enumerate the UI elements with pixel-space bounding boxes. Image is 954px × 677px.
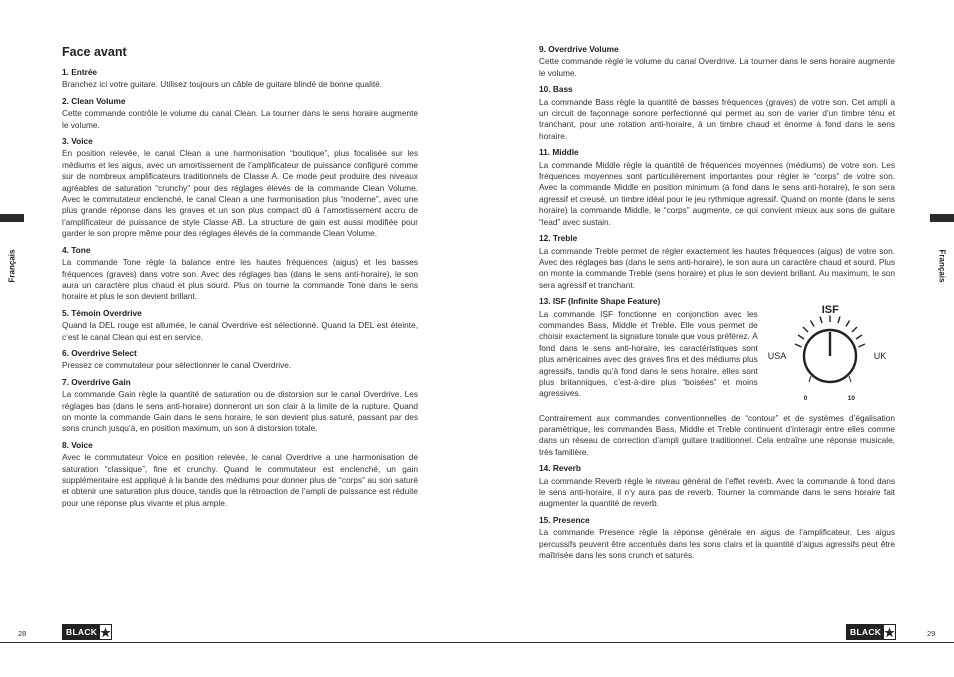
left-sections [62, 67, 418, 509]
brand-logo [62, 624, 112, 640]
section-body: Avec le commutateur Voice en position relevée, le canal Overdrive a une harmonisation de saturation “classique”, fine et crunchy. Quand le commutateur est enclenché, un gain supplémentaire est appliqué à la bande des médiums pour donner plus de “corps” au son saturé et obtenir une saturation plus douce, tandis que la rétroaction de l’ampli de puissance est réduite pour une réponse plus vivante et plus ample. [62, 452, 418, 508]
isf-label-uk: UK [873, 350, 887, 361]
section-body: La commande Middle règle la quantité de fréquences moyennes (médiums) de votre son. Les fréquences moyennes sont particulièrement importantes pour régler le “corps” de votre son. Avec la commande Middle en position minimum (à fond dans le sens anti-horaire), le son sera agressif et creusé, un timbre idéal pour le jeu rythmique agressif. Quand on monte (dans le sens horaire) la commande Middle, le “corps” augmente, ce qui convient mieux aux sons de guitare “lead” avec sustain. [539, 159, 895, 227]
star-icon [884, 625, 895, 639]
section-heading: 9. Overdrive Volume [539, 44, 619, 54]
section-heading: 6. Overdrive Select [62, 347, 137, 358]
logo-word: BLACK [63, 625, 100, 639]
section-body: Quand la DEL rouge est allumée, le canal Overdrive est sélectionné. Quand la DEL est éteinte, c’est le canal Clean qui est en service. [62, 320, 418, 342]
section-body: La commande ISF fonctionne en conjonction avec les commandes Bass, Middle et Treble. Elle vous permet de choisir exactement la signature tonale que vous préférez. À fond dans le sens anti-horaire, les caractéristiques sont plus américaines avec des graves fins et des médiums plus agressifs, tandis qu’à fond dans le sens horaire, elles sont plus britanniques, c’est-à-dire plus “boisées” et moins agressives. [539, 308, 758, 399]
isf-wrap [539, 303, 895, 409]
tab-bar [0, 214, 24, 222]
section-heading: 3. Voice [62, 136, 93, 147]
right-page [477, 0, 954, 677]
section-body: En position relevée, le canal Clean a une harmonisation “boutique”, plus focalisée sur les médiums et les aigus, avec un amortissement de l’amplificateur de puissance configuré comme sur de nombreux amplificateurs traditionnels de Classe A. Ce mode peut produire des niveaux agréables de saturation “crunchy” pour des réglages élevés de la commande Clean Volume. Avec le commutateur enclenché, le canal Clean a une harmonisation plus “moderne”, avec une plus grande réponse dans les graves et un son plus compact dû à l’amortissement accru de l’amplificateur de puissance de style Classe AB. La structure de gain est aussi modifiée pour garder le son propre même pour des réglages élevés de la commande Clean Volume. [62, 148, 418, 239]
section-heading: 8. Voice [62, 439, 93, 450]
isf-label-usa: USA [767, 350, 787, 361]
section-heading: 5. Témoin Overdrive [62, 307, 142, 318]
section [62, 308, 418, 343]
logo-word: BLACK [847, 625, 884, 639]
section-heading: 4. Tone [62, 244, 91, 255]
language-label: Français [7, 249, 17, 283]
section-body: La commande Tone règle la balance entre les hautes fréquences (aigus) et les basses fréquences (graves) dans votre son. Avec des réglages bas (dans le sens anti-horaire), le son aura un caractère plus chaud et plus sourd. Plus on tourne la commande Tone dans le sens horaire et plus le son devient brillant. [62, 257, 418, 302]
section [539, 147, 895, 228]
section-body: Branchez ici votre guitare. Utilisez toujours un câble de guitare blindé de bonne qualité. [62, 79, 383, 90]
section [539, 463, 895, 510]
section-heading: 11. Middle [539, 147, 579, 158]
right-sections-bottom [539, 463, 895, 561]
section-body-continued: Contrairement aux commandes conventionnelles de “contour” et de systèmes d’égalisation paramétrique, les commandes Bass, Middle et Treble continuent d’interagir entre elles comme dans un réseau de correction d’ampli guitare traditionnel. Cela entraîne une réponse musicale, très familière. [539, 412, 895, 457]
section-body: La commande Treble permet de régler exactement les hautes fréquences (aigus) de votre son. Avec des réglages bas (dans le sens anti-horaire), le son aura un caractère chaud et sourd. Plus on monte la commande Treble (sens horaire) et plus le son devient brillant. Au maximum, le son sera agressif et tranchant. [539, 245, 895, 290]
brand-logo [846, 624, 896, 640]
section-heading: 14. Reverb [539, 463, 581, 474]
section [539, 515, 895, 562]
page-number: 28 [18, 629, 27, 638]
left-column [62, 44, 418, 514]
section-heading: 12. Treble [539, 233, 578, 244]
section-heading: 1. Entrée [62, 67, 98, 77]
language-label: Français [937, 249, 947, 283]
isf-min-label: 0 [803, 394, 808, 402]
isf-max-label: 10 [847, 394, 855, 402]
section-heading: 15. Presence [539, 514, 590, 525]
section [62, 377, 418, 435]
section-body: La commande Gain règle la quantité de saturation ou de distorsion sur le canal Overdrive. Les réglages bas (dans le sens anti-horaire) donneront un son clair à la limite de la rupture. Quand on monte la commande Gain dans le sens horaire, le son devient plus saturé, passant par des sons crunch jusqu’à, en position maximum, un son à distorsion totale. [62, 389, 418, 434]
section [62, 136, 418, 240]
right-sections-top [539, 44, 895, 291]
language-tab-right [930, 214, 954, 318]
section [62, 348, 418, 372]
section-body: Cette commande contrôle le volume du canal Clean. La tourner dans le sens horaire augmente le volume. [62, 108, 418, 130]
language-tab-left [0, 214, 24, 318]
section [539, 84, 895, 142]
section-heading: 2. Clean Volume [62, 95, 126, 106]
section [539, 233, 895, 291]
right-column [539, 44, 895, 566]
footer-rule [477, 642, 954, 643]
section [539, 44, 895, 79]
section [62, 96, 418, 131]
section [62, 440, 418, 509]
page-title: Face avant [62, 45, 127, 59]
isf-knob-figure [766, 303, 895, 409]
page-number: 29 [927, 629, 936, 638]
section-heading: 7. Overdrive Gain [62, 376, 131, 387]
section [62, 67, 418, 91]
section [62, 245, 418, 303]
section-heading: 13. ISF (Infinite Shape Feature) [539, 296, 661, 307]
tab-bar [930, 214, 954, 222]
section-body: Pressez ce commutateur pour sélectionner le canal Overdrive. [62, 360, 292, 371]
section-body: Cette commande règle le volume du canal Overdrive. La tourner dans le sens horaire augmente le volume. [539, 56, 895, 78]
section-body: La commande Bass règle la quantité de basses fréquences (graves) de votre son. Cet ampli a un circuit de façonnage sonore perfectionné qui permet au son de varier d’un timbre ténu et tranchant, pour une rotation anti-horaire, à un timbre chaud et énorme à fond dans le sens horaire. [539, 96, 895, 141]
section-body: La commande Presence règle la réponse générale en aigus de l’amplificateur. Les aigus percussifs peuvent être accentués dans les sons clairs et la quantité d’aigus agressifs peut être maîtrisée dans les sons crunch et saturés. [539, 527, 895, 560]
section-isf [539, 296, 895, 458]
section-body: La commande Reverb règle le niveau général de l’effet reverb. Avec la commande à fond dans le sens anti-horaire, il n’y aura pas de reverb. Tourner la commande dans le sens horaire fait augmenter la quantité de reverb. [539, 475, 895, 509]
star-icon [100, 625, 111, 639]
footer-rule [0, 642, 477, 643]
section-heading: 10. Bass [539, 84, 573, 95]
isf-knob-title: ISF [821, 303, 839, 316]
